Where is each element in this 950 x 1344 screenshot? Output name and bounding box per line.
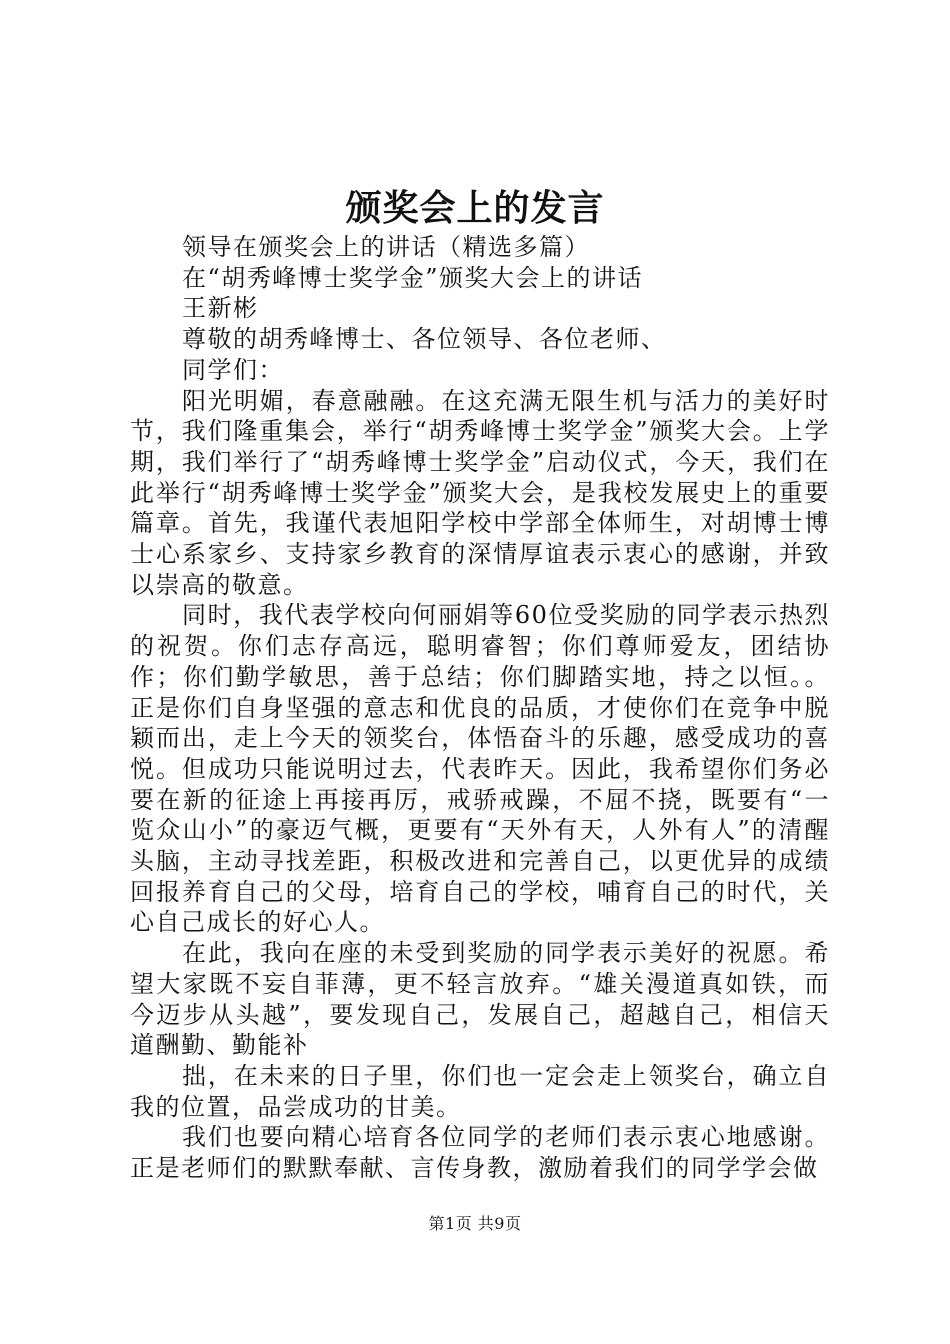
salutation-line: 尊敬的胡秀峰博士、各位领导、各位老师、 (182, 325, 667, 354)
paragraph: 我们也要向精心培育各位同学的老师们表示衷心地感谢。正是老师们的默默奉献、言传身教，激励着我们的同学学会做 (130, 1123, 830, 1183)
paragraph: 阳光明媚，春意融融。在这充满无限生机与活力的美好时节，我们隆重集会，举行“胡秀峰博士奖学金”颁奖大会。上学期，我们举行了“胡秀峰博士奖学金”启动仪式，今天，我们在此举行“胡秀峰博士奖学金”颁奖大会，是我校发展史上的重要篇章。首先，我谨代表旭阳学校中学部全体师生，对胡博士博士心系家乡、支持家乡教育的深情厚谊表示衷心的感谢，并致以崇高的敬意。 (130, 386, 830, 599)
salutation-line-2: 同学们： (182, 355, 284, 384)
subtitle-line: 领导在颁奖会上的讲话（精选多篇） (182, 233, 590, 261)
page-number-footer: 第1页 共9页 (428, 1214, 522, 1233)
document-body (130, 232, 830, 1184)
speech-title-line: 在“胡秀峰博士奖学金”颁奖大会上的讲话 (182, 263, 644, 292)
document-title: 颁奖会上的发言 (345, 187, 605, 229)
author-line: 王新彬 (182, 294, 259, 323)
paragraph: 在此，我向在座的未受到奖励的同学表示美好的祝愿。希望大家既不妄自菲薄，更不轻言放弃。“雄关漫道真如铁，而今迈步从头越”，要发现自己，发展自己，超越自己，相信天道酬勤、勤能补 (130, 939, 830, 1060)
paragraph: 拙，在未来的日子里，你们也一定会走上领奖台，确立自我的位置，品尝成功的甘美。 (130, 1061, 830, 1121)
paragraph: 同时，我代表学校向何丽娟等60位受奖励的同学表示热烈的祝贺。你们志存高远，聪明睿智；你们尊师爱友，团结协作；你们勤学敏思，善于总结；你们脚踏实地，持之以恒。。正是你们自身坚强的意志和优良的品质，才使你们在竞争中脱颖而出，走上今天的领奖台，体悟奋斗的乐趣，感受成功的喜悦。但成功只能说明过去，代表昨天。因此，我希望你们务必要在新的征途上再接再厉，戒骄戒躁，不屈不挠，既要有“一览众山小”的豪迈气概，更要有“天外有天，人外有人”的清醒头脑，主动寻找差距，积极改进和完善自己，以更优异的成绩回报养育自己的父母，培育自己的学校，哺育自己的时代，关心自己成长的好心人。 (130, 601, 830, 937)
